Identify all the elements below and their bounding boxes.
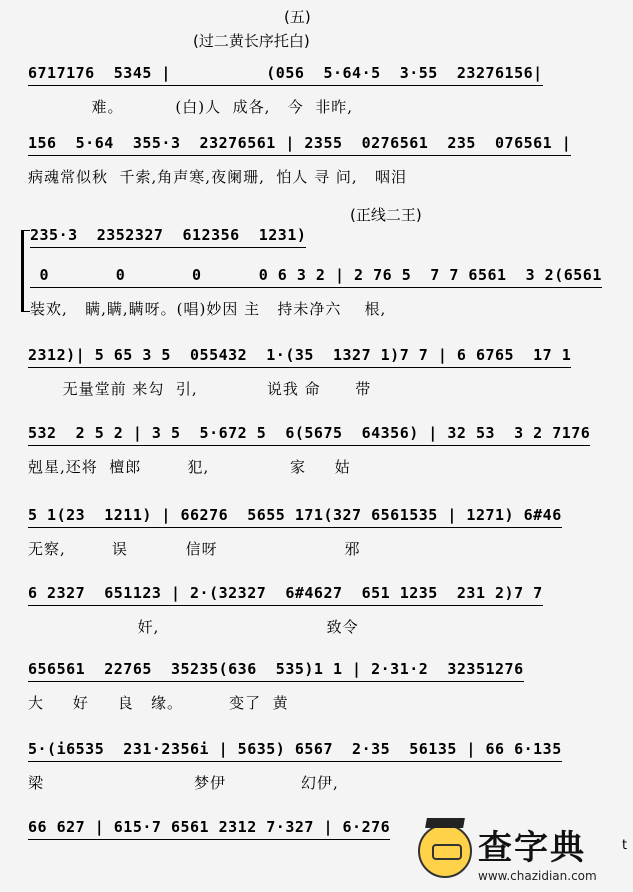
header-note: (过二黄长序托白)	[193, 32, 310, 50]
notation: 5·(i6535 231·2356i | 5635) 6567 2·35 56135 | 66 6·135	[28, 740, 562, 758]
notation: 6717176 5345 | (056 5·64·5 3·55 23276156|	[28, 64, 543, 82]
notation: 532 2 5 2 | 3 5 5·672 5 6(5675 64356) | 32 53 3 2 7176	[28, 424, 591, 442]
notation: 2312)| 5 65 3 5 055432 1·(35 1327 1)7 7 | 6 6765 17 1	[28, 346, 572, 364]
notation: 0 0 0 0 6 3 2 | 2 76 5 7 7 6561 3 2(6561	[30, 266, 602, 284]
watermark-title: 查字典	[478, 827, 586, 868]
site-watermark	[418, 814, 628, 888]
watermark-url: www.chazidian.com	[478, 868, 597, 883]
section-title: (五)	[284, 8, 311, 26]
lyrics: 剋星,还将 檀郎 犯, 家 姑	[28, 458, 351, 476]
scholar-cap-icon	[418, 824, 472, 878]
system-brace	[21, 230, 30, 312]
notation: 156 5·64 355·3 23276561 | 2355 0276561 235 076561 |	[28, 134, 572, 152]
notation: 66 627 | 615·7 6561 2312 7·327 | 6·276	[28, 818, 391, 836]
lyrics: 奸, 致令	[28, 618, 359, 636]
lyrics: 梁 梦伊 幻伊,	[28, 774, 339, 792]
notation: 6 2327 651123 | 2·(32327 6#4627 651 1235 231 2)7 7	[28, 584, 543, 602]
lyrics: 大 好 良 缘。 变了 黄	[28, 694, 289, 712]
stray-char: t	[622, 838, 628, 853]
section-note: (正线二王)	[350, 206, 422, 224]
lyrics: 无量堂前 来勾 引, 说我 命 带	[28, 380, 372, 398]
lyrics: 难。 (白)人 成各, 今 非昨,	[28, 98, 353, 116]
notation: 5 1(23 1211) | 66276 5655 171(327 6561535 | 1271) 6#46	[28, 506, 562, 524]
notation: 235·3 2352327 612356 1231)	[30, 226, 307, 244]
lyrics: 无察, 误 信呀 邪	[28, 540, 361, 558]
notation: 656561 22765 35235(636 535)1 1 | 2·31·2 32351276	[28, 660, 524, 678]
lyrics: 病魂常似秋 千索,角声寒,夜阑珊, 怕人 寻 问, 咽泪	[28, 168, 407, 186]
lyrics: 装欢, 瞒,瞒,瞒呀。(唱)妙因 主 持未净六 根,	[30, 300, 387, 318]
